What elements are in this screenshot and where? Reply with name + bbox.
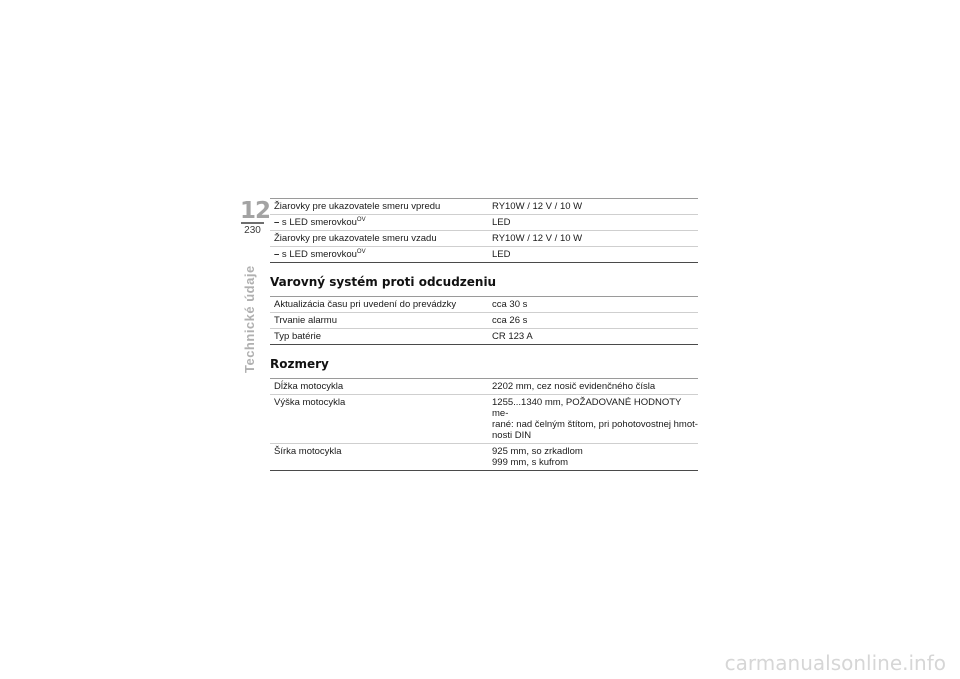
table-row xyxy=(270,231,698,247)
alarm-table xyxy=(270,296,698,345)
spec-label: Dĺžka motocykla xyxy=(270,379,488,395)
spec-value xyxy=(488,444,698,471)
table-row xyxy=(270,313,698,329)
bulbs-table xyxy=(270,198,698,263)
table-row xyxy=(270,297,698,313)
spec-value: RY10W / 12 V / 10 W xyxy=(488,231,698,247)
spec-value: cca 26 s xyxy=(488,313,698,329)
table-row xyxy=(270,199,698,215)
dimensions-table xyxy=(270,378,698,471)
table-row xyxy=(270,215,698,231)
option-marker: OV xyxy=(356,248,366,255)
table-row xyxy=(270,247,698,263)
spec-value: cca 30 s xyxy=(488,297,698,313)
spec-value: CR 123 A xyxy=(488,329,698,345)
spec-value xyxy=(488,379,698,395)
watermark: carmanualsonline.info xyxy=(724,651,946,675)
section-heading-alarm: Varovný systém proti odcudzeniu xyxy=(270,275,497,289)
value-line: rané: nad čelným štítom, pri pohotovostnej hmot- xyxy=(492,419,698,430)
dash-bullet: – xyxy=(274,249,280,260)
spec-label xyxy=(270,247,488,263)
spec-label: Trvanie alarmu xyxy=(270,313,488,329)
spec-value xyxy=(488,395,698,444)
spec-label: Žiarovky pre ukazovatele smeru vpredu xyxy=(270,199,488,215)
page-number: 230 xyxy=(241,222,264,237)
chapter-number: 12 xyxy=(240,198,271,224)
chapter-side-title: Technické údaje xyxy=(242,265,257,373)
spec-label xyxy=(270,215,488,231)
value-line: 925 mm, so zrkadlom xyxy=(492,446,583,457)
value-line: 2202 mm, cez nosič evidenčného čísla xyxy=(492,381,656,392)
spec-label: Typ batérie xyxy=(270,329,488,345)
spec-label: Výška motocykla xyxy=(270,395,488,444)
spec-value: LED xyxy=(488,215,698,231)
table-row xyxy=(270,379,698,395)
table-row xyxy=(270,395,698,444)
spec-value: RY10W / 12 V / 10 W xyxy=(488,199,698,215)
spec-label: Aktualizácia času pri uvedení do prevádzky xyxy=(270,297,488,313)
spec-label-text: s LED smerovkou xyxy=(279,249,357,260)
section-heading-dimensions: Rozmery xyxy=(270,357,329,371)
table-row xyxy=(270,444,698,471)
table-row xyxy=(270,329,698,345)
spec-label-text: s LED smerovkou xyxy=(279,217,357,228)
spec-label: Žiarovky pre ukazovatele smeru vzadu xyxy=(270,231,488,247)
value-line: 999 mm, s kufrom xyxy=(492,457,569,468)
spec-content xyxy=(270,198,698,471)
option-marker: OV xyxy=(356,216,366,223)
spec-value: LED xyxy=(488,247,698,263)
spec-label: Šírka motocykla xyxy=(270,444,488,471)
dash-bullet: – xyxy=(274,217,280,228)
value-line: nosti DIN xyxy=(492,430,532,441)
value-line: 1255...1340 mm, POŽADOVANÉ HODNOTY me- xyxy=(492,397,682,419)
